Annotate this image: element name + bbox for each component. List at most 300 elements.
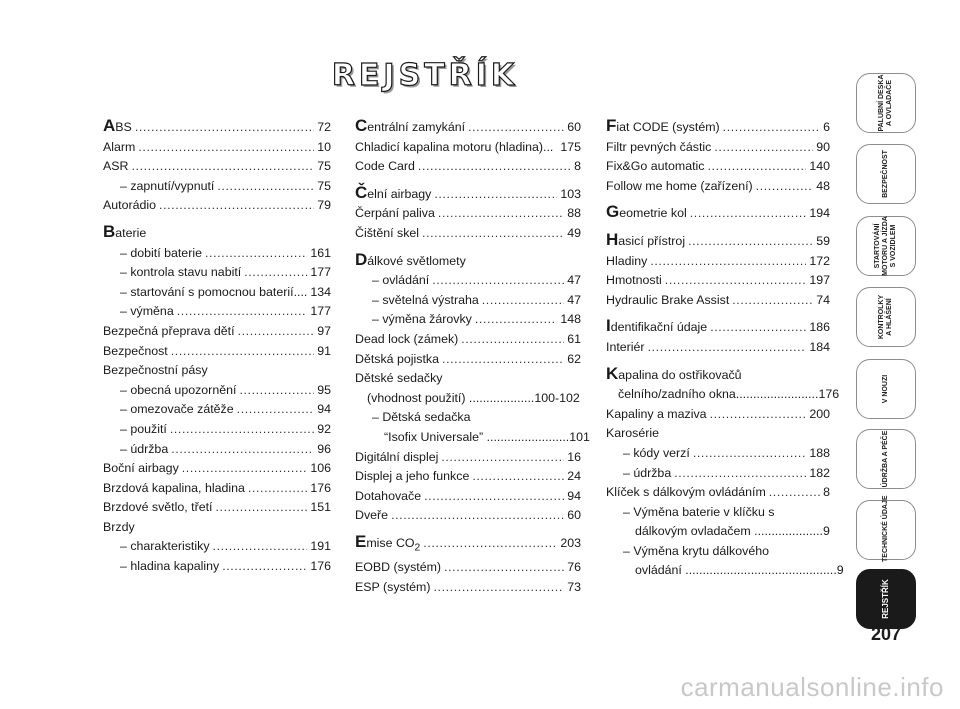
entry-label: Brzdové světlo, třetí — [103, 500, 213, 515]
entry-label: EOBD (systém) — [355, 559, 442, 574]
index-entry — [606, 483, 830, 503]
entry-label: – světelná výstraha — [372, 292, 479, 307]
dot-leader — [222, 557, 307, 577]
entry-page: 60 — [567, 508, 581, 523]
entry-page: 140 — [809, 159, 830, 174]
entry-line — [103, 498, 331, 518]
entry-initial: B — [103, 221, 116, 241]
index-entry — [103, 302, 331, 322]
entry-line — [103, 138, 331, 158]
index-entry — [103, 361, 331, 381]
entry-line — [103, 479, 331, 499]
dot-leader — [182, 459, 308, 479]
entry-line — [606, 271, 830, 291]
entry-initial: F — [606, 116, 617, 135]
dot-leader — [238, 322, 315, 342]
entry-page: 177 — [310, 265, 331, 280]
entry-label: Čelní airbagy — [355, 182, 432, 202]
entry-line — [623, 444, 830, 464]
entry-page: 8 — [574, 159, 581, 174]
entry-line — [355, 204, 581, 224]
chapter-tab-label-line: BEZPEČNOST — [882, 150, 889, 198]
entry-label: – dobití baterie — [120, 245, 202, 260]
chapter-tab-label — [882, 495, 890, 562]
chapter-tab-label — [882, 570, 890, 628]
chapter-tab[interactable] — [856, 569, 916, 629]
entry-label: – Výměna baterie v klíčku s — [623, 504, 775, 519]
dot-leader — [216, 498, 308, 518]
index-entry — [103, 342, 331, 362]
index-entry — [103, 381, 331, 401]
dot-leader — [170, 420, 314, 440]
entry-line — [120, 420, 331, 440]
index-entry — [103, 157, 331, 177]
entry-line — [606, 138, 830, 158]
index-entry — [103, 322, 331, 342]
entry-label: – Dětská sedačka — [372, 410, 471, 425]
entry-label-continued: dálkovým ovladačem .................... — [635, 524, 823, 539]
dot-leader — [468, 118, 564, 138]
entry-label: – kódy verzí — [623, 445, 690, 460]
watermark: carmanualsonline.info — [680, 672, 944, 702]
chapter-tab[interactable] — [856, 73, 916, 133]
entry-page: 9 — [836, 563, 844, 578]
entry-label: – údržba — [623, 465, 672, 480]
index-column-2 — [355, 116, 590, 597]
index-entry — [103, 557, 331, 577]
entry-line — [606, 483, 830, 503]
entry-label: – kontrola stavu nabití — [120, 265, 242, 280]
chapter-tab[interactable] — [856, 216, 916, 276]
entry-line — [355, 531, 581, 558]
entry-label: Dead lock (zámek) — [355, 331, 459, 346]
entry-line — [623, 503, 806, 523]
entry-page: 6 — [823, 120, 830, 134]
entry-label: Dálkové světlomety — [355, 249, 466, 269]
dot-leader — [441, 448, 564, 468]
entry-page: 184 — [809, 339, 830, 354]
index-entry — [606, 542, 844, 581]
entry-line — [355, 506, 581, 526]
index-entry — [355, 506, 581, 526]
entry-line — [623, 522, 830, 542]
index-entry — [355, 138, 581, 158]
entry-line — [606, 157, 830, 177]
dot-leader — [237, 400, 315, 420]
index-entry — [355, 448, 581, 468]
entry-page: 47 — [567, 273, 581, 288]
index-entry — [355, 271, 581, 291]
entry-line — [606, 229, 830, 252]
dot-leader — [723, 118, 820, 138]
entry-initial: G — [606, 202, 620, 222]
index-entry — [606, 424, 830, 444]
index-entry — [606, 464, 830, 484]
index-entry — [606, 318, 830, 338]
dot-leader — [444, 558, 564, 578]
entry-label: – ovládání — [372, 273, 430, 288]
entry-label: Dětské sedačky — [355, 371, 443, 386]
entry-page: 88 — [567, 206, 581, 221]
dot-leader — [171, 342, 314, 362]
entry-page: 62 — [567, 351, 581, 366]
entry-page: 134 — [310, 284, 331, 299]
index-entry — [355, 467, 581, 487]
entry-line — [355, 448, 581, 468]
index-entry — [606, 229, 830, 252]
entry-line — [606, 405, 830, 425]
entry-page: 186 — [809, 320, 830, 335]
index-entry — [355, 487, 581, 507]
entry-initial: I — [606, 316, 611, 336]
entry-page: 75 — [317, 178, 331, 193]
chapter-tab-label-line: TECHNICKÉ ÚDAJE — [882, 495, 889, 562]
entry-label: Hydraulic Brake Assist — [606, 292, 730, 307]
entry-label: Filtr pevných částic — [606, 139, 712, 154]
dot-leader — [244, 263, 307, 283]
entry-line — [372, 310, 581, 330]
chapter-tab-label-line: S VOZIDLEM — [890, 224, 898, 268]
dot-leader — [217, 177, 314, 197]
entry-page: 24 — [567, 469, 581, 484]
entry-line — [606, 204, 830, 224]
entry-page: 47 — [567, 292, 581, 307]
dot-leader — [710, 318, 806, 338]
index-entry — [355, 531, 581, 558]
entry-page: 74 — [816, 292, 830, 307]
chapter-tabs — [856, 0, 916, 619]
page-number: 207 — [870, 624, 902, 644]
dot-leader — [674, 464, 806, 484]
entry-page: 75 — [317, 159, 331, 174]
entry-label: Bezpečná přeprava dětí — [103, 323, 235, 338]
chapter-tab-label — [882, 430, 890, 488]
entry-initial: H — [606, 229, 619, 249]
entry-label: – obecná upozornění — [120, 382, 237, 397]
index-entry — [103, 518, 331, 538]
entry-page: 191 — [310, 539, 331, 554]
chapter-tab-label-line: REJSTŘÍK — [881, 579, 890, 619]
entry-label: – omezovače zátěže — [120, 402, 234, 417]
entry-line — [355, 330, 581, 350]
entry-page: 106 — [310, 461, 331, 476]
entry-line — [606, 291, 830, 311]
entry-line — [355, 467, 581, 487]
entry-line — [355, 138, 581, 158]
page-title: REJSTŘÍK — [331, 58, 519, 93]
entry-page: 16 — [567, 449, 581, 464]
chapter-tab-label-line: PALUBNÍ DESKA — [878, 74, 885, 132]
entry-label: – charakteristiky — [120, 539, 210, 554]
entry-page: 73 — [567, 579, 581, 594]
index-entry — [606, 157, 830, 177]
dot-leader — [769, 483, 820, 503]
entry-label: ESP (systém) — [355, 579, 431, 594]
entry-page: 76 — [567, 559, 581, 574]
dot-leader — [434, 185, 557, 205]
dot-leader — [714, 138, 813, 158]
index-entry — [606, 444, 830, 464]
index-entry — [355, 578, 581, 598]
chapter-tab-label — [878, 74, 894, 132]
entry-line — [120, 244, 331, 264]
entry-label: Karosérie — [606, 426, 660, 441]
index-entry — [606, 204, 830, 224]
entry-label: Centrální zamykání — [355, 116, 466, 135]
index-entry — [606, 291, 830, 311]
entry-line — [120, 283, 331, 303]
index-entry — [103, 420, 331, 440]
entry-line — [606, 252, 830, 272]
entry-line — [120, 381, 331, 401]
entry-label: – výměna žárovky — [372, 312, 472, 327]
dot-leader — [391, 506, 564, 526]
entry-line — [103, 361, 331, 381]
index-entry — [103, 196, 331, 216]
entry-line — [355, 182, 581, 205]
entry-initial: K — [606, 363, 619, 383]
entry-label: Kapalina do ostřikovačů — [606, 363, 742, 383]
entry-line — [103, 342, 331, 362]
dot-leader — [732, 291, 813, 311]
entry-line — [623, 464, 830, 484]
dot-leader — [432, 271, 564, 291]
entry-page: 194 — [809, 206, 830, 221]
entry-line — [103, 459, 331, 479]
entry-page: 59 — [816, 233, 830, 248]
chapter-tab-label — [882, 360, 890, 418]
entry-label: – výměna — [120, 304, 174, 319]
index-column-3 — [606, 116, 844, 581]
dot-leader — [205, 244, 307, 264]
entry-page: 72 — [317, 120, 331, 134]
dot-leader — [665, 271, 807, 291]
dot-leader — [423, 534, 557, 554]
entry-label: Čištění skel — [355, 225, 420, 240]
entry-label: Bezpečnostní pásy — [103, 363, 208, 378]
entry-label: Hmotnosti — [606, 273, 662, 288]
index-entry — [355, 157, 581, 177]
entry-line — [355, 578, 581, 598]
entry-page: 161 — [310, 245, 331, 260]
entry-line — [103, 196, 331, 216]
entry-line — [120, 302, 331, 322]
entry-page: 49 — [567, 225, 581, 240]
chapter-tab-label-line: A HLÁŠENÍ — [886, 298, 893, 336]
entry-label: – údržba — [120, 441, 169, 456]
chapter-tab-label — [874, 216, 898, 276]
entry-label: Digitální displej — [355, 449, 439, 464]
index-entry — [355, 350, 581, 370]
entry-label: Identifikační údaje — [606, 316, 708, 336]
entry-page: 94 — [317, 402, 331, 417]
entry-label: – hladina kapaliny — [120, 559, 220, 574]
entry-line — [120, 557, 331, 577]
dot-leader — [442, 350, 564, 370]
chapter-tab-label — [878, 288, 894, 346]
entry-label: Dotahovače — [355, 488, 422, 503]
index-entry — [355, 330, 581, 350]
entry-label: Chladicí kapalina motoru (hladina)... — [355, 139, 554, 154]
dot-leader — [177, 302, 308, 322]
dot-leader — [650, 252, 806, 272]
dot-leader — [422, 224, 564, 244]
chapter-tab[interactable] — [856, 359, 916, 419]
entry-line — [355, 118, 581, 138]
entry-line — [606, 177, 830, 197]
entry-label: Dveře — [355, 508, 389, 523]
entry-page: 9 — [823, 524, 830, 539]
chapter-tab-label-line: ÚDRŽBA A PÉČE — [882, 430, 889, 488]
entry-page: 148 — [560, 312, 581, 327]
entry-page: 203 — [560, 535, 581, 550]
entry-line — [120, 440, 331, 460]
entry-label: – Výměna krytu dálkového — [623, 543, 770, 558]
entry-line — [103, 518, 331, 538]
entry-label: Boční airbagy — [103, 461, 179, 476]
entry-line — [120, 537, 331, 557]
index-entry — [355, 291, 581, 311]
entry-page: 90 — [816, 139, 830, 154]
dot-leader — [418, 157, 571, 177]
entry-line — [355, 558, 581, 578]
dot-leader — [171, 440, 314, 460]
index-entry — [103, 440, 331, 460]
entry-initial: E — [355, 531, 367, 551]
entry-label: Kapaliny a maziva — [606, 406, 707, 421]
dot-leader — [648, 338, 807, 358]
entry-line — [623, 542, 806, 562]
entry-page: 100-102 — [534, 390, 580, 405]
entry-line — [355, 487, 581, 507]
index-entry — [606, 503, 830, 542]
entry-line — [606, 363, 806, 386]
entry-line — [103, 322, 331, 342]
index-column-1 — [103, 118, 331, 577]
index-entry — [355, 182, 581, 205]
entry-label: ABS — [103, 116, 132, 135]
entry-page: 10 — [317, 139, 331, 154]
index-entry — [103, 177, 331, 197]
dot-leader — [693, 444, 807, 464]
index-entry — [355, 249, 581, 272]
chapter-tab-label-line: STARTOVÁNÍ — [874, 223, 882, 269]
index-entry — [355, 204, 581, 224]
entry-label: Dětská pojistka — [355, 351, 440, 366]
entry-line — [372, 291, 581, 311]
entry-line — [372, 428, 590, 448]
chapter-tab[interactable] — [856, 144, 916, 204]
entry-label: – použití — [120, 421, 167, 436]
entry-line — [355, 224, 581, 244]
entry-label: Emise $CO_2$ — [355, 531, 421, 554]
entry-line — [355, 157, 581, 177]
entry-page: 61 — [567, 331, 581, 346]
dot-leader — [239, 381, 314, 401]
chapter-tab-label-line: V NOUZI — [882, 374, 889, 404]
entry-label: Čerpání paliva — [355, 206, 435, 221]
entry-page: 176 — [310, 559, 331, 574]
entry-label: Follow me home (zařízení) — [606, 178, 753, 193]
entry-label: Klíček s dálkovým ovládáním — [606, 485, 766, 500]
chapter-tab-label-line: A OVLADAČE — [886, 79, 893, 127]
index-entry — [606, 405, 830, 425]
entry-page: 60 — [567, 120, 581, 134]
index-entry — [606, 252, 830, 272]
entry-initial: C — [355, 116, 368, 135]
entry-label: Hasicí přístroj — [606, 229, 686, 249]
entry-line — [606, 424, 830, 444]
entry-page: 96 — [317, 441, 331, 456]
entry-line — [120, 177, 331, 197]
index-entry — [355, 224, 581, 244]
entry-page: 101 — [569, 429, 590, 444]
entry-line — [355, 369, 557, 389]
dot-leader — [438, 204, 564, 224]
entry-initial: Č — [355, 182, 368, 202]
entry-line — [355, 389, 580, 409]
entry-line — [606, 118, 830, 138]
dot-leader — [710, 405, 807, 425]
dot-leader — [159, 196, 314, 216]
entry-page: 177 — [310, 304, 331, 319]
entry-label: – startování s pomocnou baterií.... — [120, 284, 308, 299]
dot-leader — [475, 310, 557, 330]
index-entry — [103, 400, 331, 420]
entry-label: Displej a jeho funkce — [355, 469, 470, 484]
entry-initial: D — [355, 249, 368, 269]
entry-page: 79 — [317, 198, 331, 213]
entry-page: 175 — [560, 139, 581, 154]
entry-page: 182 — [809, 465, 830, 480]
entry-label: Interiér — [606, 339, 645, 354]
index-entry — [103, 283, 331, 303]
chapter-tab[interactable] — [856, 287, 916, 347]
entry-label: Brzdová kapalina, hladina — [103, 480, 245, 495]
dot-leader — [756, 177, 814, 197]
index-entry — [355, 408, 590, 447]
dot-leader — [482, 291, 564, 311]
index-entry — [355, 558, 581, 578]
entry-label: Baterie — [103, 221, 147, 241]
entry-page: 103 — [560, 186, 581, 201]
index-entry — [355, 369, 581, 408]
entry-page: 94 — [567, 488, 581, 503]
index-entry — [103, 263, 331, 283]
dot-leader — [424, 487, 564, 507]
dot-leader — [472, 467, 564, 487]
entry-line — [372, 271, 581, 291]
chapter-tab-label-line: KONTROLKY — [878, 294, 885, 340]
entry-initial: A — [103, 116, 116, 135]
index-entry — [103, 138, 331, 158]
entry-page: 197 — [809, 273, 830, 288]
entry-label-continued: “Isofix Universale” ........................ — [384, 429, 570, 444]
entry-line — [372, 408, 557, 428]
dot-leader — [131, 157, 314, 177]
dot-leader — [135, 118, 314, 138]
chapter-tab[interactable] — [856, 495, 916, 562]
index-entry — [103, 244, 331, 264]
chapter-tab-label-line: MOTORU A JÍZDA — [882, 216, 890, 276]
entry-subscript: 2 — [414, 542, 421, 554]
entry-line — [103, 118, 331, 138]
chapter-tab[interactable] — [856, 429, 916, 489]
entry-line — [103, 221, 331, 244]
entry-line — [623, 561, 844, 581]
entry-line — [355, 350, 581, 370]
dot-leader — [690, 204, 807, 224]
